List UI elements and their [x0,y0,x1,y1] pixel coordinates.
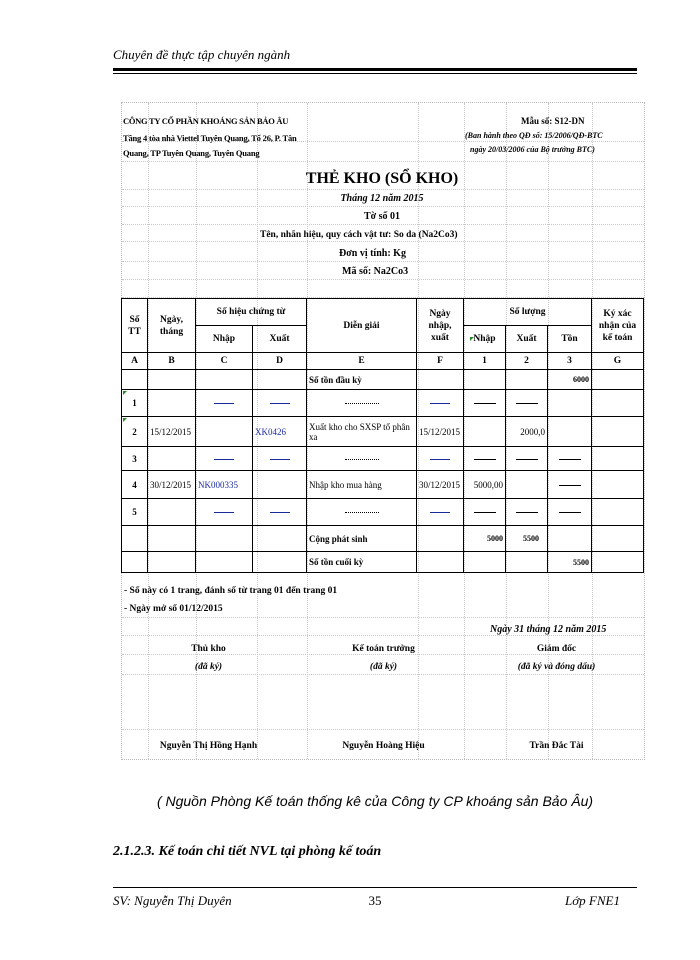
header-doc: Số hiệu chứng từ [196,299,307,326]
chief-accountant-title: Kế toán trưởng [352,644,415,654]
source-caption: ( Nguồn Phòng Kế toán thống kê của Công ty CP khoáng sản Bảo Âu) [156,793,594,809]
error-marker [123,418,127,422]
footer-class: Lớp FNE1 [565,893,620,908]
footer-rule [113,887,637,888]
error-marker [470,337,474,341]
error-marker [123,391,127,395]
col-letter: E [307,353,417,370]
chief-accountant-note: (đã ký) [369,662,398,672]
table-row-closing [122,552,644,573]
unit-line: Đơn vị tính: Kg [339,248,406,259]
col-letter: C [196,353,253,370]
note-pages: - Sổ này có 1 trang, đánh số từ trang 01 đến trang 01 [124,586,338,596]
header-stt: Số TT [122,299,148,353]
header-qty: Số lượng [464,299,592,326]
total-out: 5500 [506,526,548,552]
col-letter: 1 [464,353,506,370]
code-line: Mã số: Na2Co3 [342,266,409,277]
col-letter: 2 [506,353,548,370]
note-open-date: - Ngày mở sổ 01/12/2015 [124,604,223,614]
table-row: 5 [122,499,644,526]
company-address-1: Tầng 4 tòa nhà Viettel Tuyên Quang, Tổ 26, P. Tân [123,133,297,143]
company-address-2: Quang, TP Tuyên Quang, Tuyên Quang [123,148,260,158]
table-row: 4 30/12/2015 NK000335 Nhập kho mua hàng 30/12/2015 5000,00 [122,471,644,499]
table-row: 1 [122,390,644,417]
table-row: 3 [122,447,644,471]
director-note: (đã ký và đóng dấu) [517,662,596,672]
header-confirm: Ký xác nhận của kế toán [592,299,644,353]
closing-value: 5500 [548,552,592,573]
signature-date: Ngày 31 tháng 12 năm 2015 [490,624,607,635]
material-line: Tên, nhãn hiệu, quy cách vật tư: So da (Na2Co3) [260,230,458,240]
form-code: Mẫu số: S12-DN [521,116,585,126]
col-letter: D [253,353,307,370]
opening-value: 6000 [548,370,592,390]
total-label: Cộng phát sinh [307,526,417,552]
opening-label: Số tồn đầu kỳ [307,370,417,390]
header-io-date: Ngày nhập, xuất [417,299,464,353]
col-letter: 3 [548,353,592,370]
header-doc-in: Nhập [196,326,253,353]
footer-student: SV: Nguyễn Thị Duyên [113,893,232,908]
table-row: 2 15/12/2015 XK0426 Xuất kho cho SXSP tổ phân xa 15/12/2015 2000,0 [122,417,644,447]
storekeeper-name: Nguyễn Thị Hồng Hạnh [159,741,258,751]
header-rule-thin [113,73,637,74]
col-letter: G [592,353,644,370]
col-letter: A [122,353,148,370]
total-in: 5000 [464,526,506,552]
form-issued-2: ngày 20/03/2006 của Bộ trưởng BTC) [470,145,595,154]
sheet-number: Tờ số 01 [363,211,401,222]
page-header: Chuyên đề thực tập chuyên ngành [113,47,291,62]
header-qty-in: Nhập [464,326,506,353]
header-desc: Diễn giải [307,299,417,353]
col-letter: B [148,353,196,370]
chief-accountant-name: Nguyễn Hoàng Hiệu [342,741,425,751]
header-rule [113,68,637,71]
header-doc-out: Xuất [253,326,307,353]
company-name: CÔNG TY CỔ PHẦN KHOÁNG SẢN BẢO ÂU [123,116,289,126]
director-name: Trần Đắc Tài [529,741,584,751]
closing-label: Số tồn cuối kỳ [307,552,417,573]
section-heading: 2.1.2.3. Kế toán chi tiết NVL tại phòng kế toán [113,844,382,859]
header-date: Ngày, tháng [148,299,196,353]
header-qty-out: Xuất [506,326,548,353]
header-qty-bal: Tồn [548,326,592,353]
table-row-opening [122,370,644,390]
table-row-total [122,526,644,552]
period: Tháng 12 năm 2015 [340,193,424,204]
storekeeper-note: (đã ký) [194,662,223,672]
document-title: THẺ KHO (SỔ KHO) [305,170,459,187]
director-title: Giám đốc [536,644,577,654]
form-issued-1: (Ban hành theo QĐ số: 15/2006/QĐ-BTC [465,131,603,140]
storekeeper-title: Thủ kho [191,644,226,654]
page-number: 35 [368,893,382,908]
stock-card-table [121,298,644,573]
col-letter: F [417,353,464,370]
